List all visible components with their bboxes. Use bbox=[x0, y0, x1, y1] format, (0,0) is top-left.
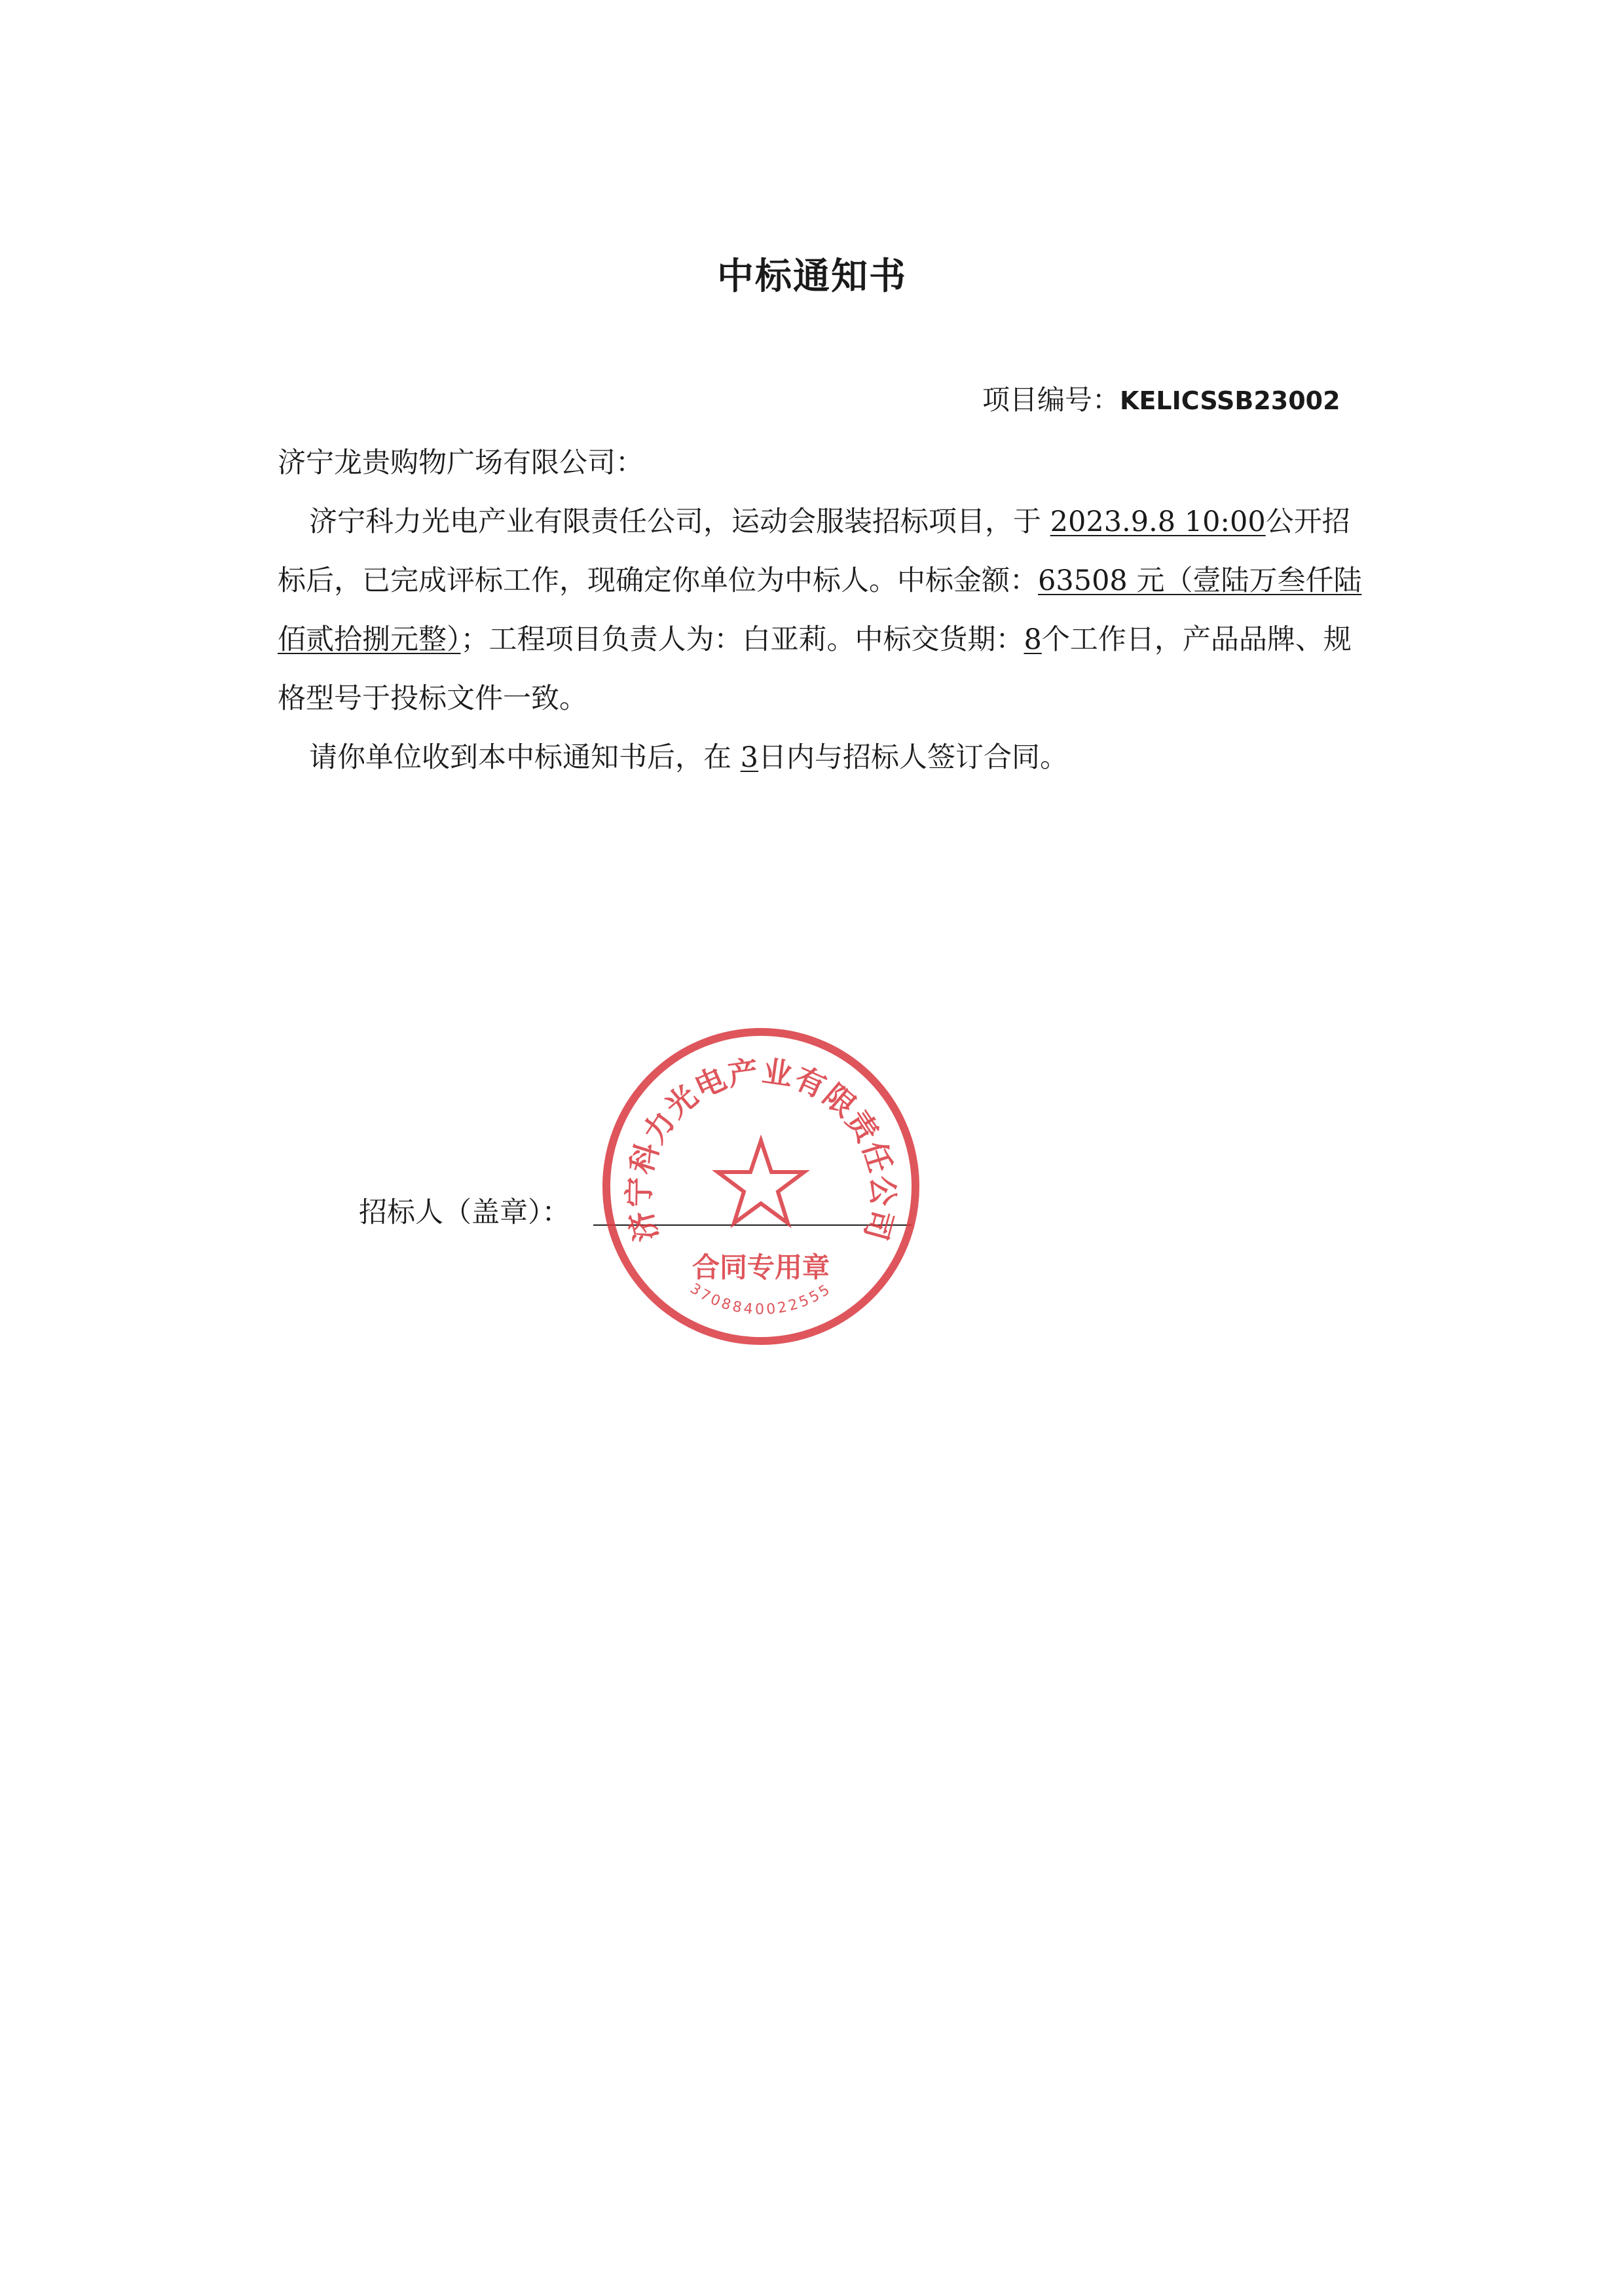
bid-open-date: 2023.9.8 10:00 bbox=[1050, 505, 1266, 538]
company-seal bbox=[597, 1023, 925, 1350]
contract-text-1: 请你单位收到本中标通知书后，在 bbox=[309, 741, 741, 774]
award-text-4: 个工作日，产品品牌、规格型号于投标文件一致。 bbox=[278, 623, 1352, 715]
seal-code-text: 3708840022555 bbox=[687, 1280, 835, 1318]
seal-company-text: 济宁科力光电产业有限责任公司 bbox=[621, 1053, 901, 1245]
contract-text-2: 日内与招标人签订合同。 bbox=[758, 741, 1069, 774]
delivery-days: 8 bbox=[1024, 623, 1042, 656]
project-number bbox=[982, 378, 1340, 418]
seal-star-icon bbox=[718, 1141, 804, 1223]
award-amount: 63508 元（壹陆万叁仟陆佰贰拾捌元整） bbox=[278, 564, 1362, 656]
project-number-label: 项目编号： bbox=[982, 384, 1120, 416]
contract-days: 3 bbox=[740, 741, 759, 774]
svg-text:3708840022555 bbox=[687, 1281, 835, 1318]
award-text-3: ；工程项目负责人为：白亚莉。中标交货期： bbox=[460, 623, 1024, 656]
signer-label: 招标人（盖章）： bbox=[359, 1196, 570, 1229]
award-text-1: 济宁科力光电产业有限责任公司，运动会服装招标项目，于 bbox=[309, 505, 1050, 538]
project-number-value: KELICSSB23002 bbox=[1120, 386, 1340, 415]
paragraph-contract bbox=[278, 728, 1365, 787]
seal-purpose-text: 合同专用章 bbox=[692, 1251, 830, 1283]
award-text-2: 公开招标后，已完成评标工作，现确定你单位为中标人。中标金额： bbox=[278, 505, 1350, 597]
addressee: 济宁龙贵购物广场有限公司： bbox=[278, 447, 644, 479]
document-title: 中标通知书 bbox=[717, 255, 907, 298]
paragraph-award bbox=[278, 492, 1365, 728]
letter-body bbox=[278, 433, 1365, 787]
svg-text:济宁科力光电产业有限责任公司 bbox=[621, 1054, 901, 1245]
